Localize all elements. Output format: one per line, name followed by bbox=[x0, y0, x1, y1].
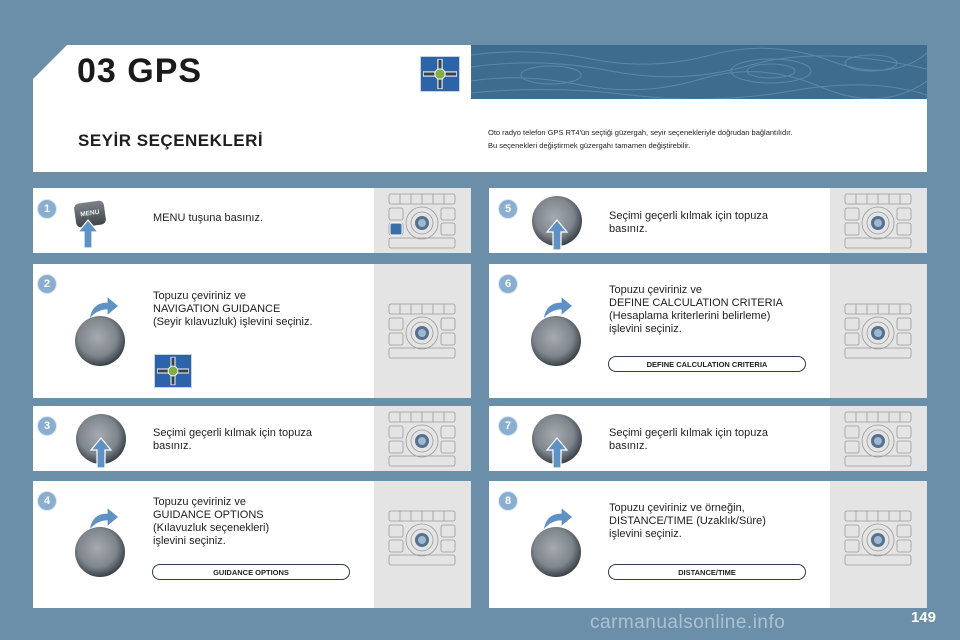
intro-line: Bu seçenekleri değiştirmek güzergahı tamamen değiştirebilir. bbox=[488, 141, 691, 150]
radio-control-panel-icon bbox=[841, 408, 915, 470]
rotary-knob-icon bbox=[531, 527, 581, 577]
instruction-line: basınız. bbox=[609, 440, 648, 452]
instruction-line: GUIDANCE OPTIONS bbox=[153, 509, 264, 521]
step-instruction bbox=[609, 210, 768, 236]
section-title: SEYİR SEÇENEKLERİ bbox=[78, 131, 264, 150]
step-instruction bbox=[153, 212, 263, 225]
step-instruction bbox=[609, 284, 783, 336]
intro-text bbox=[488, 126, 913, 152]
radio-control-panel-icon bbox=[841, 300, 915, 362]
instruction-line: basınız. bbox=[153, 440, 192, 452]
step-card-1 bbox=[33, 188, 471, 253]
instruction-line: (Hesaplama kriterlerini belirleme) bbox=[609, 310, 771, 322]
step-number-badge: 5 bbox=[498, 199, 518, 219]
step-number-badge: 7 bbox=[498, 416, 518, 436]
watermark: carmanualsonline.info bbox=[590, 612, 786, 633]
instruction-line: Seçimi geçerli kılmak için topuza bbox=[609, 427, 768, 439]
rotary-knob-icon bbox=[75, 316, 125, 366]
press-arrow-icon bbox=[545, 436, 569, 470]
step-card-5 bbox=[489, 188, 927, 253]
instruction-line: NAVIGATION GUIDANCE bbox=[153, 303, 281, 315]
radio-control-panel-icon bbox=[385, 300, 459, 362]
instruction-line: (Seyir kılavuzluk) işlevini seçiniz. bbox=[153, 316, 313, 328]
press-arrow-icon bbox=[545, 218, 569, 252]
instruction-line: Topuzu çeviriniz ve bbox=[153, 496, 246, 508]
instruction-line: Topuzu çeviriniz ve bbox=[609, 284, 702, 296]
instruction-line: Topuzu çeviriniz ve örneğin, bbox=[609, 502, 745, 514]
navigation-compass-icon bbox=[420, 56, 460, 92]
step-number-badge: 4 bbox=[37, 491, 57, 511]
instruction-line: Seçimi geçerli kılmak için topuza bbox=[153, 427, 312, 439]
menu-option-label: GUIDANCE OPTIONS bbox=[152, 564, 350, 580]
radio-control-panel-icon bbox=[385, 507, 459, 569]
step-card-4 bbox=[33, 481, 471, 608]
step-number-badge: 1 bbox=[37, 199, 57, 219]
instruction-line: Topuzu çeviriniz ve bbox=[153, 290, 246, 302]
navigation-compass-icon bbox=[154, 354, 192, 388]
chapter-heading bbox=[77, 52, 202, 91]
step-number-badge: 8 bbox=[498, 491, 518, 511]
menu-option-label: DISTANCE/TIME bbox=[608, 564, 806, 580]
step-card-2 bbox=[33, 264, 471, 398]
page-number: 149 bbox=[910, 609, 936, 626]
instruction-line: MENU tuşuna basınız. bbox=[153, 212, 264, 224]
menu-option-label: DEFINE CALCULATION CRITERIA bbox=[608, 356, 806, 372]
instruction-line: (Kılavuzluk seçenekleri) bbox=[153, 522, 270, 534]
step-instruction bbox=[609, 427, 768, 453]
step-card-3 bbox=[33, 406, 471, 471]
instruction-line: Seçimi geçerli kılmak için topuza bbox=[609, 210, 768, 222]
press-arrow-icon bbox=[76, 218, 100, 250]
radio-control-panel-icon bbox=[385, 190, 459, 252]
step-card-7 bbox=[489, 406, 927, 471]
step-instruction bbox=[153, 290, 313, 329]
chapter-number: 03 bbox=[77, 52, 117, 90]
instruction-line: işlevini seçiniz. bbox=[153, 535, 226, 547]
topographic-map-banner bbox=[471, 45, 927, 99]
instruction-line: işlevini seçiniz. bbox=[609, 528, 682, 540]
step-number-badge: 6 bbox=[498, 274, 518, 294]
radio-control-panel-icon bbox=[385, 408, 459, 470]
instruction-line: işlevini seçiniz. bbox=[609, 323, 682, 335]
radio-control-panel-icon bbox=[841, 190, 915, 252]
step-instruction bbox=[153, 496, 269, 548]
instruction-line: DISTANCE/TIME (Uzaklık/Süre) bbox=[609, 515, 766, 527]
instruction-line: basınız. bbox=[609, 223, 648, 235]
intro-line: Oto radyo telefon GPS RT4'ün seçtiği güzergah, seyir seçenekleriyle doğrudan bağlantılıdır. bbox=[488, 128, 793, 137]
rotary-knob-icon bbox=[531, 316, 581, 366]
step-number-badge: 3 bbox=[37, 416, 57, 436]
rotary-knob-icon bbox=[75, 527, 125, 577]
step-number-badge: 2 bbox=[37, 274, 57, 294]
step-card-8 bbox=[489, 481, 927, 608]
step-instruction bbox=[609, 502, 766, 541]
menu-button-icon: MENU bbox=[73, 200, 106, 228]
instruction-line: DEFINE CALCULATION CRITERIA bbox=[609, 297, 783, 309]
step-card-6 bbox=[489, 264, 927, 398]
radio-control-panel-icon bbox=[841, 507, 915, 569]
step-instruction bbox=[153, 427, 312, 453]
press-arrow-icon bbox=[89, 436, 113, 470]
chapter-title: GPS bbox=[127, 52, 203, 90]
